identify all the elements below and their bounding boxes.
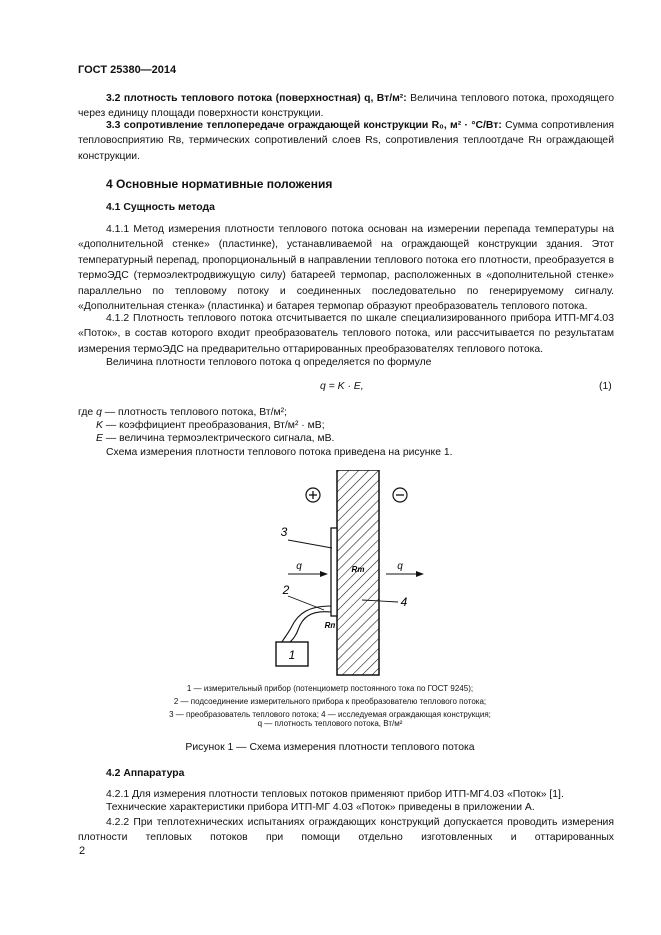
heat-flux-transducer — [331, 528, 337, 616]
flux-arrow-left-head — [320, 571, 328, 577]
definition-3-3-term: 3.3 сопротивление теплопередаче ограждающей конструкции R₀, м² · °С/Вт: — [106, 120, 502, 131]
paragraph-4-1-1: 4.1.1 Метод измерения плотности теплового потока основан на измерении перепада температуры на «дополнительной стенке» (пластинке), устанавливаемой на ограждающей конструкции здания. Этот температурный перепад, пропорциональный в направлении теплового потока его плотности, преобразуется в термоЭДС (термоэлектродвижущую силу) батареей термопар, расположенных в «дополнительной стенке» параллельно по тепловому потоку и соединенных последовательно по генерируемому сигналу. «Дополнительная стенка» (пластинка) и батарея термопар образуют преобразователь теплового потока. — [78, 224, 614, 313]
figure-legend-3: 3 — преобразователь теплового потока; 4 — исследуемая ограждающая конструкция; — [169, 710, 491, 719]
var-k-desc: — коэффициент преобразования, Вт/м² · мВ; — [102, 420, 325, 431]
definition-3-3 — [78, 118, 614, 164]
formula: q = K · E, — [320, 381, 364, 392]
leader-2 — [288, 596, 324, 610]
leader-3 — [288, 540, 332, 548]
var-e-desc: — величина термоэлектрического сигнала, мВ. — [102, 433, 335, 444]
var-e: E — [96, 433, 103, 444]
section-4-title: 4 Основные нормативные положения — [106, 177, 333, 191]
where-k-row — [96, 419, 325, 433]
figure-legend-1: 1 — измерительный прибор (потенциометр постоянного тока по ГОСТ 9245); — [186, 684, 474, 693]
paragraph-4-2-1a: 4.2.1 Для измерения плотности тепловых потоков применяют прибор ИТП-МГ4.03 «Поток» [1]. — [106, 789, 564, 800]
label-4: 4 — [400, 595, 408, 609]
standard-number: ГОСТ 25380—2014 — [78, 64, 177, 76]
label-rt: Rт — [351, 565, 365, 574]
where-word: где — [78, 407, 94, 418]
where-q-row — [78, 406, 287, 420]
definition-3-2-term: 3.2 плотность теплового потока (поверхностная) q, Вт/м²: — [106, 93, 407, 104]
label-2: 2 — [282, 583, 290, 597]
paragraph-4-2-2: 4.2.2 При теплотехнических испытаниях ограждающих конструкций допускается проводить измерения плотности тепловых потоков при помощи отдельно изготовленных и оттарированных — [78, 817, 614, 844]
flux-arrow-right-head — [416, 571, 424, 577]
section-4-1-title: 4.1 Сущность метода — [106, 202, 215, 213]
label-1: 1 — [288, 648, 296, 662]
var-k: K — [96, 420, 103, 431]
definition-3-3-text: Сумма сопротивления тепловосприятию Rв, термических сопротивлений слоев Rs, сопротивления теплоотдаче Rн ограждающей конструкции. — [78, 120, 615, 162]
label-rp: Rп — [324, 621, 336, 630]
formula-number: (1) — [599, 381, 612, 392]
label-q-left: q — [296, 561, 302, 572]
section-4-2-title: 4.2 Аппаратура — [106, 768, 185, 779]
var-q: q — [96, 407, 102, 418]
scheme-intro: Схема измерения плотности теплового потока приведена на рисунке 1. — [106, 447, 453, 458]
paragraph-4-1-2: 4.1.2 Плотность теплового потока отсчитывается по шкале специализированного прибора ИТП-МГ4.03 «Поток», в состав которого входит преобразователь теплового потока, или рассчитывается по результатам измерения термоЭДС на предварительно оттарированных преобразователях теплового потока. — [78, 313, 614, 355]
var-q-desc: — плотность теплового потока, Вт/м²; — [101, 407, 287, 418]
page-number: 2 — [79, 845, 86, 857]
figure-1-title: Рисунок 1 — Схема измерения плотности теплового потока — [185, 742, 475, 753]
label-3: 3 — [280, 525, 288, 539]
where-e-row — [96, 432, 334, 446]
definition-3-2-text: Величина теплового потока, проходящего через единицу площади поверхности конструкции. — [78, 93, 614, 120]
paragraph-4-2-1b: Технические характеристики прибора ИТП-МГ 4.03 «Поток» приведены в приложении А. — [106, 802, 535, 813]
formula-intro: Величина плотности теплового потока q определяется по формуле — [106, 357, 432, 368]
figure-legend-4: q — плотность теплового потока, Вт/м² — [257, 719, 403, 728]
label-q-right: q — [397, 561, 403, 572]
figure-1-diagram — [240, 470, 440, 680]
figure-legend-2: 2 — подсоединение измерительного прибора к преобразователю теплового потока; — [173, 697, 487, 706]
